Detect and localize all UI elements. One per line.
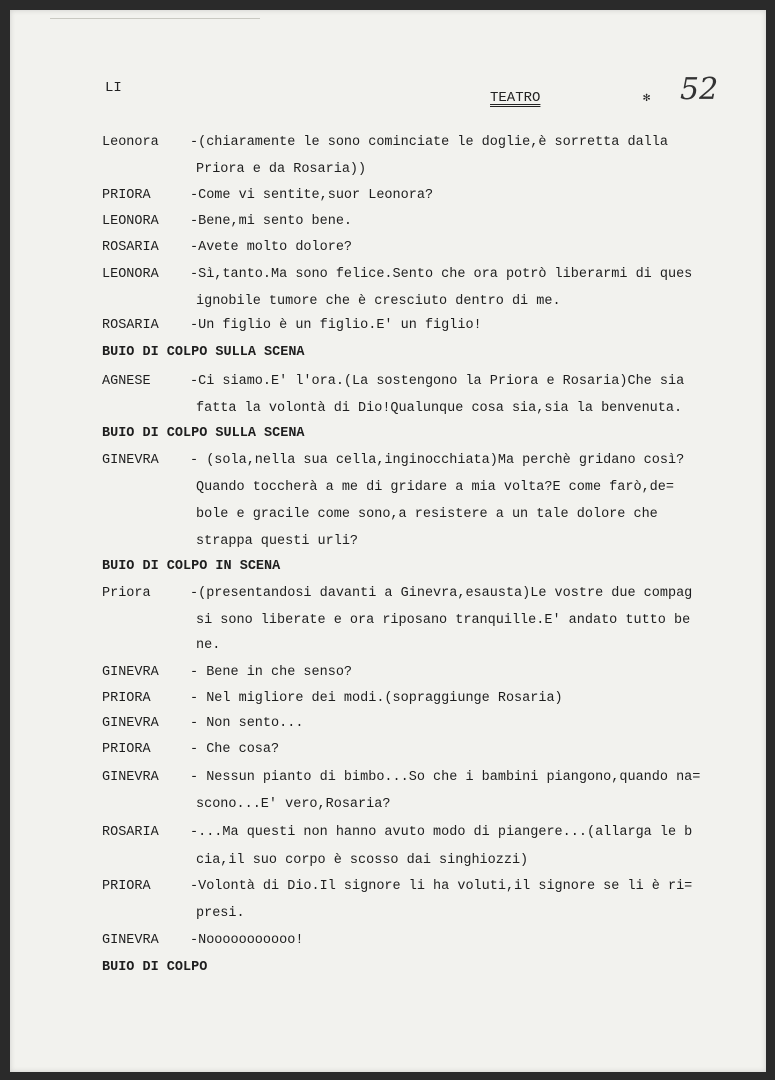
speaker-name: ROSARIA xyxy=(102,240,159,255)
speaker-name: PRIORA xyxy=(102,742,151,757)
speaker-name: ROSARIA xyxy=(102,825,159,840)
script-line xyxy=(10,955,766,981)
header-title: TEATRO xyxy=(490,90,541,106)
script-line xyxy=(10,711,766,737)
dialogue-text: -(presentandosi davanti a Ginevra,esausta)Le vostre due compag xyxy=(190,586,693,601)
dialogue-text: - Bene in che senso? xyxy=(190,665,353,680)
dialogue-text: -(chiaramente le sono cominciate le doglie,è sorretta dalla xyxy=(190,135,668,150)
script-line xyxy=(10,737,766,763)
script-line xyxy=(10,874,766,900)
script-line xyxy=(10,289,766,315)
script-line xyxy=(10,421,766,447)
dialogue-text: - Nel migliore dei modi.(sopraggiunge Rosaria) xyxy=(190,691,563,706)
script-line xyxy=(10,209,766,235)
dialogue-text: - Nessun pianto di bimbo...So che i bambini piangono,quando na= xyxy=(190,770,701,785)
dialogue-continuation: fatta la volontà di Dio!Qualunque cosa sia,sia la benvenuta. xyxy=(196,401,683,416)
dialogue-continuation: ne. xyxy=(196,638,221,653)
script-line xyxy=(10,475,766,501)
script-line xyxy=(10,235,766,261)
asterisk-stamp-icon: ✻ xyxy=(643,91,651,105)
script-line xyxy=(10,848,766,874)
script-line xyxy=(10,157,766,183)
dialogue-text: -...Ma questi non hanno avuto modo di piangere...(allarga le b xyxy=(190,825,693,840)
script-line xyxy=(10,686,766,712)
speaker-name: GINEVRA xyxy=(102,453,159,468)
stage-direction: BUIO DI COLPO SULLA SCENA xyxy=(102,345,305,360)
script-line xyxy=(10,928,766,954)
dialogue-text: -Ci siamo.E' l'ora.(La sostengono la Priora e Rosaria)Che sia xyxy=(190,374,685,389)
dialogue-text: -Nooooooooooo! xyxy=(190,933,304,948)
script-line xyxy=(10,262,766,288)
paper-edge-line xyxy=(50,18,260,19)
dialogue-continuation: scono...E' vero,Rosaria? xyxy=(196,797,391,812)
dialogue-text: -Volontà di Dio.Il signore li ha voluti,il signore se li è ri= xyxy=(190,879,693,894)
script-line xyxy=(10,765,766,791)
speaker-name: LEONORA xyxy=(102,214,159,229)
dialogue-continuation: strappa questi urli? xyxy=(196,534,359,549)
script-line xyxy=(10,792,766,818)
dialogue-continuation: cia,il suo corpo è scosso dai singhiozzi) xyxy=(196,853,529,868)
speaker-name: LEONORA xyxy=(102,267,159,282)
script-line xyxy=(10,901,766,927)
script-line xyxy=(10,660,766,686)
dialogue-continuation: bole e gracile come sono,a resistere a un tale dolore che xyxy=(196,507,658,522)
dialogue-text: -Sì,tanto.Ma sono felice.Sento che ora potrò liberarmi di ques xyxy=(190,267,693,282)
speaker-name: GINEVRA xyxy=(102,665,159,680)
typewritten-page xyxy=(10,10,766,1072)
script-line xyxy=(10,369,766,395)
dialogue-continuation: Quando toccherà a me di gridare a mia volta?E come farò,de= xyxy=(196,480,674,495)
dialogue-text: - Non sento... xyxy=(190,716,304,731)
script-line xyxy=(10,608,766,634)
speaker-name: AGNESE xyxy=(102,374,151,389)
stage-direction: BUIO DI COLPO xyxy=(102,960,208,975)
speaker-name: GINEVRA xyxy=(102,933,159,948)
dialogue-text: -Avete molto dolore? xyxy=(190,240,353,255)
speaker-name: Priora xyxy=(102,586,151,601)
stage-direction: BUIO DI COLPO SULLA SCENA xyxy=(102,426,305,441)
script-line xyxy=(10,396,766,422)
speaker-name: GINEVRA xyxy=(102,716,159,731)
dialogue-text: -Bene,mi sento bene. xyxy=(190,214,353,229)
script-line xyxy=(10,529,766,555)
handwritten-page-number: 52 xyxy=(680,72,719,107)
speaker-name: PRIORA xyxy=(102,188,151,203)
dialogue-text: - (sola,nella sua cella,inginocchiata)Ma perchè gridano così? xyxy=(190,453,685,468)
speaker-name: PRIORA xyxy=(102,691,151,706)
script-line xyxy=(10,502,766,528)
dialogue-continuation: ignobile tumore che è cresciuto dentro di me. xyxy=(196,294,561,309)
script-line xyxy=(10,581,766,607)
dialogue-continuation: si sono liberate e ora riposano tranquille.E' andato tutto be xyxy=(196,613,691,628)
script-line xyxy=(10,820,766,846)
speaker-name: ROSARIA xyxy=(102,318,159,333)
script-line xyxy=(10,340,766,366)
stage-direction: BUIO DI COLPO IN SCENA xyxy=(102,559,281,574)
script-line xyxy=(10,130,766,156)
speaker-name: Leonora xyxy=(102,135,159,150)
dialogue-continuation: Priora e da Rosaria)) xyxy=(196,162,367,177)
speaker-name: PRIORA xyxy=(102,879,151,894)
script-line xyxy=(10,183,766,209)
script-line xyxy=(10,313,766,339)
script-line xyxy=(10,554,766,580)
header-left-label: LI xyxy=(105,80,122,96)
dialogue-text: -Un figlio è un figlio.E' un figlio! xyxy=(190,318,482,333)
speaker-name: GINEVRA xyxy=(102,770,159,785)
dialogue-text: - Che cosa? xyxy=(190,742,280,757)
script-line xyxy=(10,633,766,659)
script-line xyxy=(10,448,766,474)
dialogue-text: -Come vi sentite,suor Leonora? xyxy=(190,188,434,203)
dialogue-continuation: presi. xyxy=(196,906,245,921)
